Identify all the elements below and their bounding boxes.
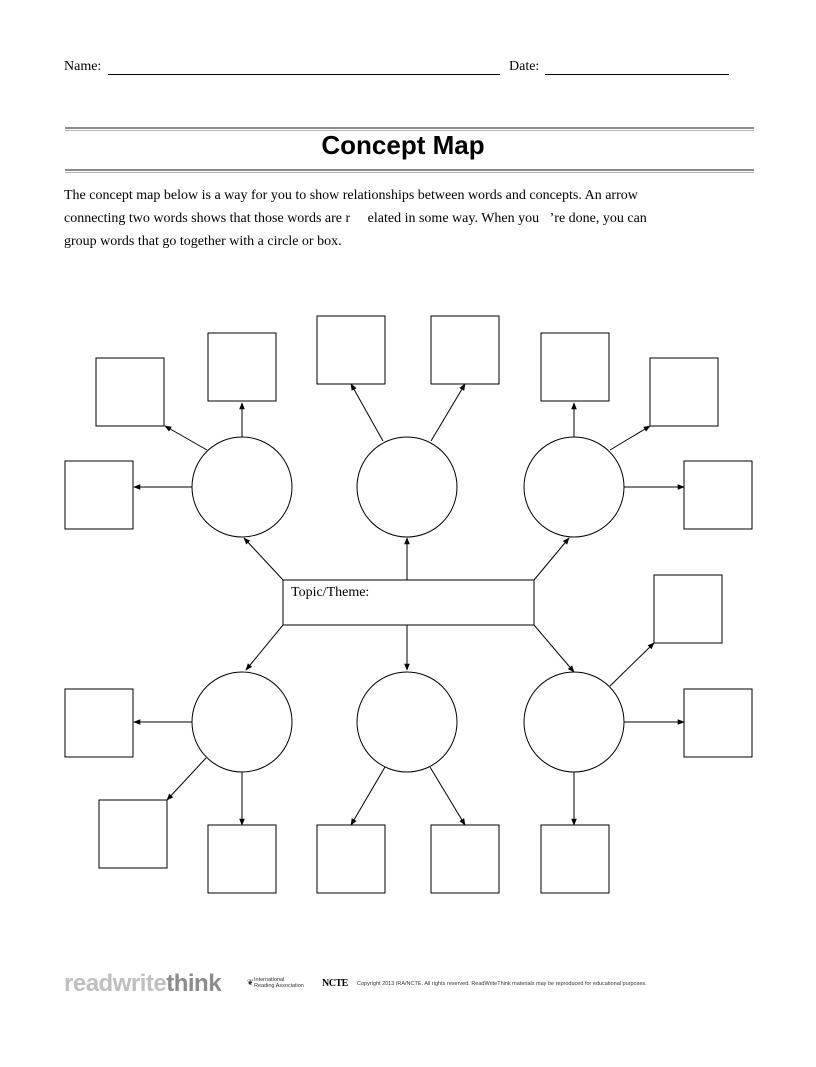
instructions-line-3: group words that go together with a circle or box. [64, 234, 342, 249]
concept-node-6[interactable] [524, 672, 624, 772]
name-label: Name: [64, 59, 102, 74]
connector-arrow-11 [431, 384, 465, 441]
leaf-box-5[interactable] [541, 333, 609, 401]
instructions-line-2: connecting two words shows that those words are r elated in some way. When you ’re done, you can [64, 211, 647, 226]
concept-node-3[interactable] [524, 437, 624, 537]
date-label: Date: [509, 59, 540, 74]
leaf-box-1[interactable] [96, 358, 164, 426]
concept-node-4[interactable] [192, 672, 292, 772]
leaf-box-3[interactable] [317, 316, 385, 384]
connector-arrow-3 [534, 538, 569, 580]
leaf-box-7[interactable] [65, 461, 133, 529]
readwritethink-logo: readwritethink [64, 970, 222, 997]
connector-arrow-7 [165, 426, 207, 450]
connector-arrow-19 [430, 767, 465, 825]
leaf-box-10[interactable] [65, 689, 133, 757]
leaf-box-8[interactable] [684, 461, 752, 529]
connector-arrow-20 [610, 643, 654, 686]
leaf-box-9[interactable] [654, 575, 722, 643]
connector-arrow-18 [351, 767, 385, 825]
concept-node-1[interactable] [192, 437, 292, 537]
leaf-box-16[interactable] [541, 825, 609, 893]
connector-arrow-13 [610, 426, 650, 450]
ira-logo-icon: ❦ [247, 978, 254, 987]
leaf-box-15[interactable] [431, 825, 499, 893]
leaf-box-6[interactable] [650, 358, 718, 426]
instructions-line-1: The concept map below is a way for you to show relationships between words and concepts. An arrow [64, 188, 638, 203]
ncte-logo: NCTE [322, 978, 348, 989]
footer [64, 970, 704, 996]
connector-arrow-16 [167, 758, 206, 800]
concept-node-5[interactable] [357, 672, 457, 772]
connector-arrow-10 [351, 384, 383, 441]
ira-logo-text: International Reading Association [254, 977, 304, 989]
leaf-box-13[interactable] [208, 825, 276, 893]
page-title: Concept Map [321, 130, 485, 160]
copyright-text: Copyright 2013 IRA/NCTE. All rights reserved. ReadWriteThink materials may be reproduced for educational purposes. [357, 981, 647, 987]
leaf-box-11[interactable] [684, 689, 752, 757]
leaf-box-12[interactable] [99, 800, 167, 868]
connector-arrow-6 [534, 625, 574, 672]
leaf-box-2[interactable] [208, 333, 276, 401]
concept-node-2[interactable] [357, 437, 457, 537]
connector-arrow-1 [244, 538, 283, 580]
topic-theme-label: Topic/Theme: [291, 585, 370, 600]
leaf-box-4[interactable] [431, 316, 499, 384]
leaf-box-14[interactable] [317, 825, 385, 893]
connector-arrow-4 [246, 625, 283, 670]
